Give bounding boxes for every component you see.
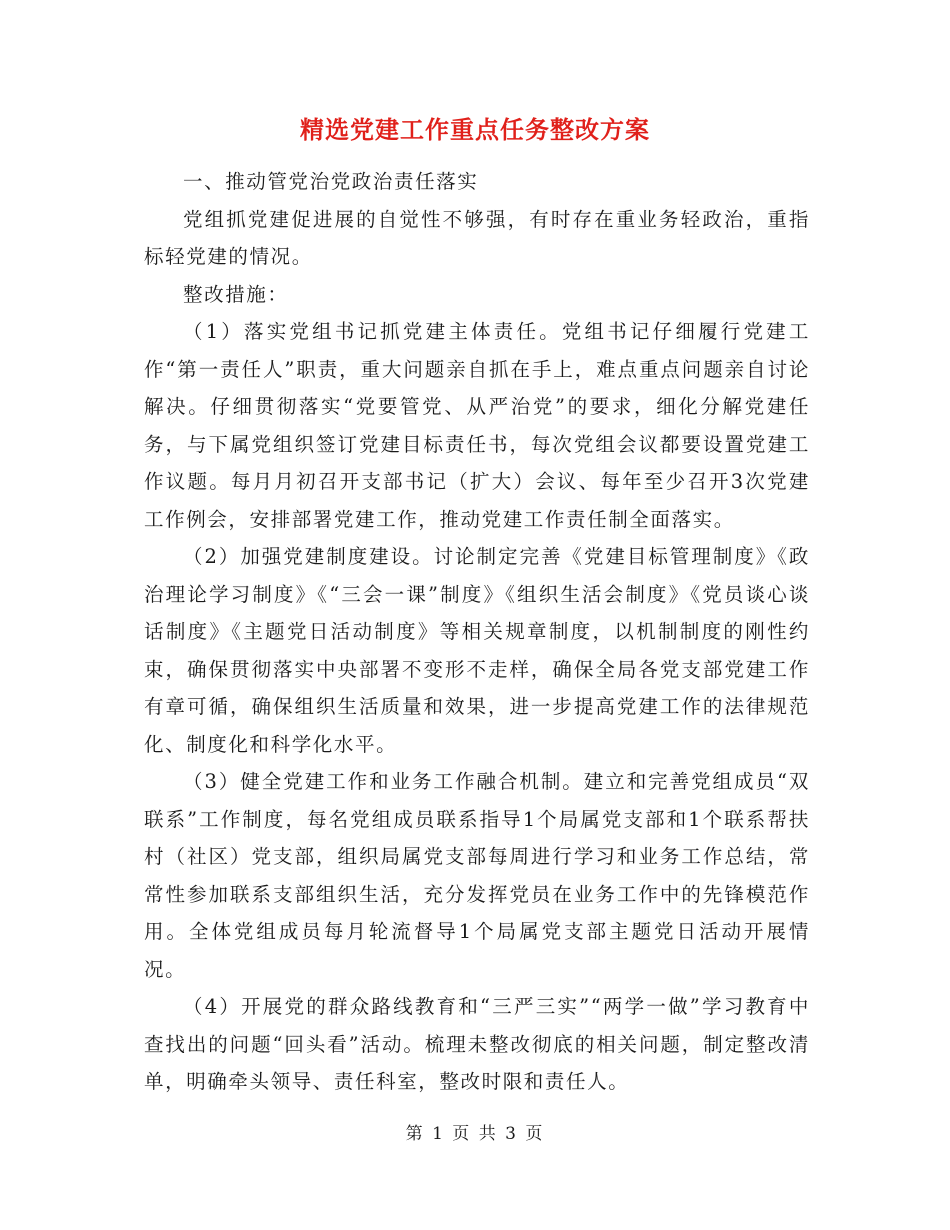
page-number-footer: 第 1 页 共 3 页 — [405, 1124, 545, 1144]
document-title: 精选党建工作重点任务整改方案 — [300, 115, 650, 144]
measure-paragraph-1: （1）落实党组书记抓党建主体责任。党组书记仔细履行党建工作“第一责任人”职责，重大问题亲自抓在手上，难点重点问题亲自讨论解决。仔细贯彻落实“党要管党、从严治党”的要求，细化分解党建任务，与下属党组织签订党建目标责任书，每次党组会议都要设置党建工作议题。每月月初召开支部书记（扩大）会议、每年至少召开3次党建工作例会，安排部署党建工作，推动党建工作责任制全面落实。 — [144, 320, 810, 531]
problem-paragraph: 党组抓党建促进展的自觉性不够强，有时存在重业务轻政治，重指标轻党建的情况。 — [144, 207, 810, 268]
measures-heading: 整改措施： — [183, 282, 289, 306]
measure-paragraph-4: （4）开展党的群众路线教育和“三严三实”“两学一做”学习教育中查找出的问题“回头看”活动。梳理未整改彻底的相关问题，制定整改清单，明确牵头领导、责任科室，整改时限和责任人。 — [144, 995, 810, 1093]
measure-paragraph-3: （3）健全党建工作和业务工作融合机制。建立和完善党组成员“双联系”工作制度，每名党组成员联系指导1个局属党支部和1个联系帮扶村（社区）党支部，组织局属党支部每周进行学习和业务工作总结，常常性参加联系支部组织生活，充分发挥党员在业务工作中的先锋模范作用。全体党组成员每月轮流督导1个局属党支部主题党日活动开展情况。 — [144, 770, 810, 981]
section-heading: 一、推动管党治党政治责任落实 — [183, 170, 479, 193]
document-body — [144, 163, 810, 1101]
measure-paragraph-2: （2）加强党建制度建设。讨论制定完善《党建目标管理制度》《政治理论学习制度》《“三会一课”制度》《组织生活会制度》《党员谈心谈话制度》《主题党日活动制度》等相关规章制度，以机制制度的刚性约束，确保贯彻落实中央部署不变形不走样，确保全局各党支部党建工作有章可循，确保组织生活质量和效果，进一步提高党建工作的法律规范化、制度化和科学化水平。 — [144, 545, 810, 756]
